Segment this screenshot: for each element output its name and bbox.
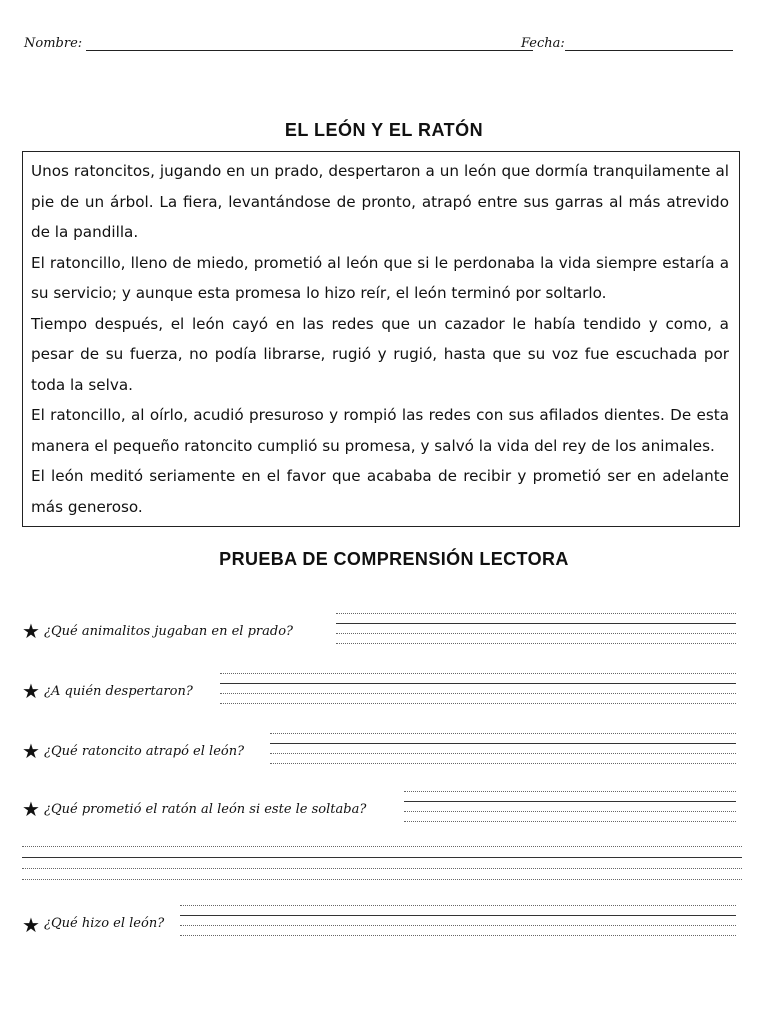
answer-lines[interactable] [270, 732, 736, 772]
star-icon: ★ [22, 741, 40, 763]
story-box [22, 151, 740, 527]
story-paragraph: El león meditó seriamente en el favor que acababa de recibir y prometió ser en adelante más generoso. [31, 467, 729, 516]
header-row [24, 36, 736, 56]
answer-lines[interactable] [336, 612, 736, 652]
date-field[interactable] [565, 50, 733, 51]
answer-lines[interactable] [220, 672, 736, 712]
question-3 [22, 732, 742, 776]
story-title: EL LEÓN Y EL RATÓN [284, 120, 484, 140]
question-text: ¿A quién despertaron? [44, 684, 193, 699]
story-paragraph: El ratoncillo, al oírlo, acudió presuroso y rompió las redes con sus afilados dientes. De esta manera el pequeño ratoncito cumplió su promesa, y salvó la vida del rey de los animales. [31, 406, 729, 455]
story-paragraph: El ratoncillo, lleno de miedo, prometió al león que si le perdonaba la vida siempre estaría a su servicio; y aunque esta promesa lo hizo reír, el león terminó por soltarlo. [31, 253, 729, 302]
question-text: ¿Qué hizo el león? [44, 916, 165, 931]
question-5 [22, 904, 742, 948]
answer-lines-extra[interactable] [22, 846, 742, 886]
quiz-title: PRUEBA DE COMPRENSIÓN LECTORA [219, 549, 569, 569]
star-icon: ★ [22, 681, 40, 703]
name-label: Nombre: [24, 36, 83, 51]
story-paragraph: Tiempo después, el león cayó en las redes que un cazador le había tendido y como, a pesar de su fuerza, no podía librarse, rugió y rugió, hasta que su voz fue escuchada por toda la selva. [31, 314, 729, 394]
question-1 [22, 612, 742, 656]
answer-lines[interactable] [404, 790, 736, 830]
question-2 [22, 672, 742, 716]
question-4 [22, 790, 742, 834]
question-text: ¿Qué animalitos jugaban en el prado? [44, 624, 293, 639]
star-icon: ★ [22, 915, 40, 937]
star-icon: ★ [22, 621, 40, 643]
name-field[interactable] [86, 50, 533, 51]
question-text: ¿Qué prometió el ratón al león si este le soltaba? [44, 802, 367, 817]
star-icon: ★ [22, 799, 40, 821]
date-label: Fecha: [521, 36, 565, 51]
question-text: ¿Qué ratoncito atrapó el león? [44, 744, 245, 759]
story-paragraph: Unos ratoncitos, jugando en un prado, despertaron a un león que dormía tranquilamente al pie de un árbol. La fiera, levantándose de pronto, atrapó entre sus garras al más atrevido de la pandilla. [31, 162, 729, 241]
answer-lines[interactable] [180, 904, 736, 944]
